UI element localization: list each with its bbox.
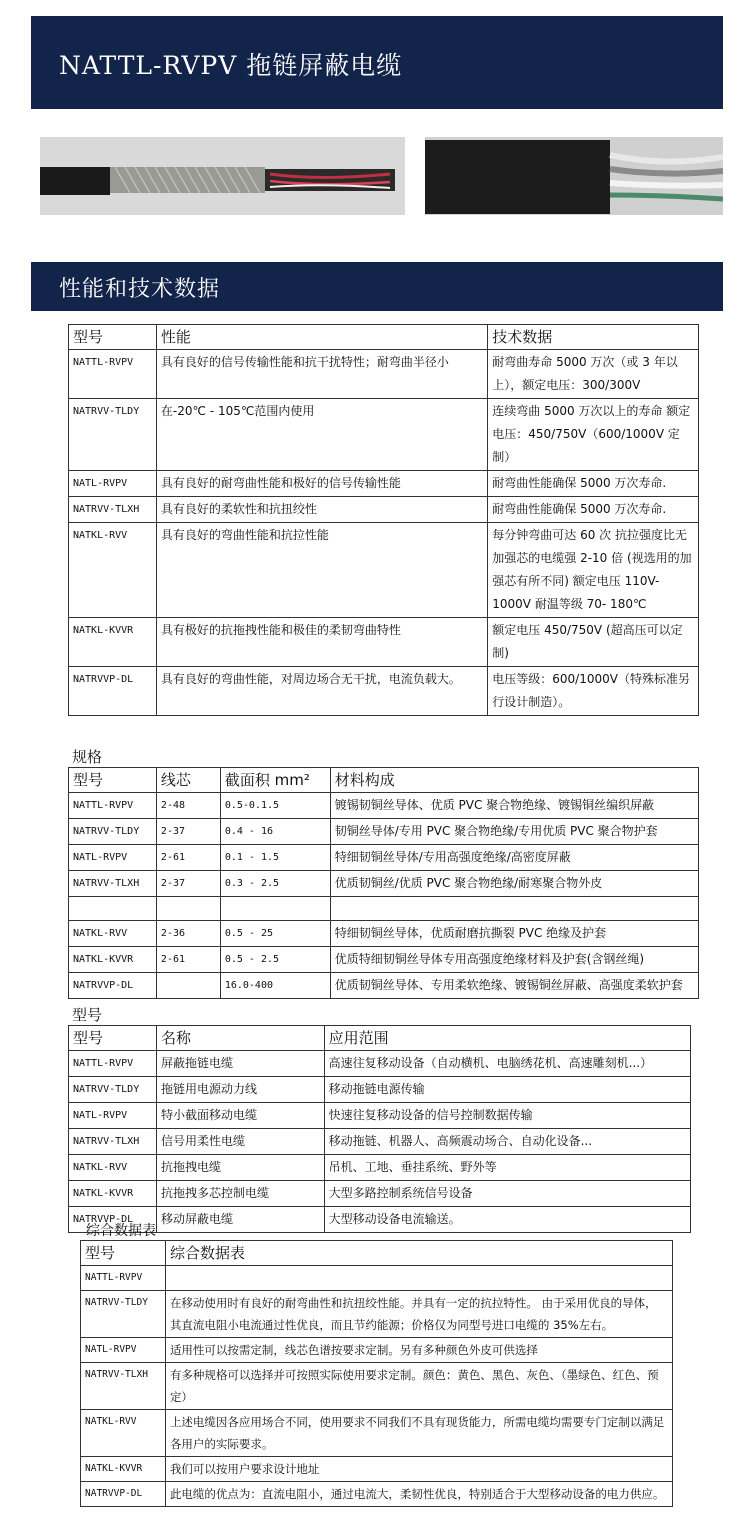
model-cell: NATKL-RVV [69,1155,157,1181]
cores-cell: 2-48 [156,793,220,819]
table-row [69,871,699,897]
model-cell: NATL-RVPV [69,845,157,871]
table-row [69,845,699,871]
table-row [81,1410,673,1457]
table-row [81,1363,673,1410]
tech-cell: 耐弯曲性能确保 5000 万次寿命. [488,471,699,497]
use-cell: 移动拖链电源传输 [324,1077,690,1103]
use-cell: 高速往复移动设备（自动横机、电脑绣花机、高速雕刻机...） [324,1051,690,1077]
summary-cell: 上述电缆因各应用场合不同，使用要求不同我们不具有现货能力，所需电缆均需要专门定制以满足各用户的实际要求。 [165,1410,672,1457]
area-cell: 0.3 - 2.5 [220,871,330,897]
cores-cell: 2-36 [156,921,220,947]
material-cell: 特细韧铜丝导体/专用高强度绝缘/高密度屏蔽 [330,845,698,871]
tech-cell: 耐弯曲寿命 5000 万次（或 3 年以上），额定电压：300/300V [488,350,699,399]
performance-cell: 具有良好的柔软性和抗扭绞性 [156,497,487,523]
summary-cell [165,1266,672,1291]
cable-photo-jacket [425,137,723,215]
model-cell: NATRVV-TLXH [69,1129,157,1155]
model-cell: NATTL-RVPV [69,1051,157,1077]
spec-table [68,767,699,999]
name-cell: 拖链用电源动力线 [156,1077,324,1103]
column-header: 型号 [69,768,157,793]
table-row [69,1181,691,1207]
application-table [68,1025,691,1233]
tech-cell: 电压等级：600/1000V（特殊标准另行设计制造）。 [488,667,699,716]
name-cell: 屏蔽拖链电缆 [156,1051,324,1077]
table-row [69,947,699,973]
material-cell: 优质特细韧铜丝导体专用高强度绝缘材料及护套(含钢丝绳) [330,947,698,973]
model-cell: NATRVV-TLXH [81,1363,166,1410]
cores-cell [156,897,220,921]
model-cell: NATKL-RVV [69,921,157,947]
column-header: 技术数据 [488,325,699,350]
column-header: 名称 [156,1026,324,1051]
model-cell: NATKL-RVV [69,523,157,618]
cores-cell [156,973,220,999]
column-header: 线芯 [156,768,220,793]
model-cell: NATL-RVPV [69,1103,157,1129]
performance-cell: 具有极好的抗拖拽性能和极佳的柔韧弯曲特性 [156,618,487,667]
use-cell: 吊机、工地、垂挂系统、野外等 [324,1155,690,1181]
area-cell: 0.4 - 16 [220,819,330,845]
model-cell: NATTL-RVPV [69,350,157,399]
area-cell: 0.5 - 25 [220,921,330,947]
table-row [69,793,699,819]
model-cell: NATRVVP-DL [69,1207,157,1233]
table-row [69,1051,691,1077]
model-cell: NATRVV-TLDY [69,819,157,845]
column-header: 型号 [69,1026,157,1051]
use-cell: 移动拖链、机器人、高频震动场合、自动化设备... [324,1129,690,1155]
table-row [81,1291,673,1338]
table-row [81,1457,673,1482]
table-row [69,1077,691,1103]
model-cell: NATTL-RVPV [81,1266,166,1291]
area-cell: 0.1 - 1.5 [220,845,330,871]
table-row [69,973,699,999]
column-header: 综合数据表 [165,1241,672,1266]
table-row [69,897,699,921]
model-cell: NATKL-KVVR [81,1457,166,1482]
model-cell: NATKL-KVVR [69,1181,157,1207]
title-banner [31,16,723,109]
table-header-row [81,1241,673,1266]
model-cell: NATRVVP-DL [81,1482,166,1507]
performance-cell: 在-20℃ - 105℃范围内使用 [156,399,487,471]
table-row [81,1338,673,1363]
material-cell: 优质韧铜丝导体、专用柔软绝缘、镀锡铜丝屏蔽、高强度柔软护套 [330,973,698,999]
table-row [69,921,699,947]
use-cell: 快速往复移动设备的信号控制数据传输 [324,1103,690,1129]
table-row [69,471,699,497]
page-title: NATTL-RVPV 拖链屏蔽电缆 [59,51,403,80]
model-cell: NATRVV-TLDY [69,1077,157,1103]
table-row [69,618,699,667]
model-cell: NATL-RVPV [69,471,157,497]
section-title: 性能和技术数据 [59,277,221,302]
model-cell: NATKL-KVVR [69,947,157,973]
use-cell: 大型多路控制系统信号设备 [324,1181,690,1207]
summary-cell: 我们可以按用户要求设计地址 [165,1457,672,1482]
performance-cell: 具有良好的弯曲性能，对周边场合无干扰，电流负载大。 [156,667,487,716]
table-row [69,1155,691,1181]
area-cell [220,897,330,921]
model-cell: NATKL-RVV [81,1410,166,1457]
column-header: 型号 [81,1241,166,1266]
model-cell [69,897,157,921]
cable-photo-stripped [40,137,405,215]
model-cell: NATRVVP-DL [69,973,157,999]
summary-table [80,1240,673,1507]
table-row [69,1207,691,1233]
performance-cell: 具有良好的弯曲性能和抗拉性能 [156,523,487,618]
model-cell: NATKL-KVVR [69,618,157,667]
area-cell: 0.5 - 2.5 [220,947,330,973]
performance-cell: 具有良好的耐弯曲性能和极好的信号传输性能 [156,471,487,497]
tech-cell: 连续弯曲 5000 万次以上的寿命 额定电压：450/750V（600/1000V 定制） [488,399,699,471]
model-cell: NATRVV-TLXH [69,871,157,897]
column-header: 型号 [69,325,157,350]
table-row [81,1266,673,1291]
name-cell: 抗拖拽多芯控制电缆 [156,1181,324,1207]
section-banner [31,262,723,311]
table-row [69,399,699,471]
spec-section-title: 规格 [72,748,103,766]
area-cell: 16.0-400 [220,973,330,999]
model-cell: NATRVV-TLXH [69,497,157,523]
column-header: 材料构成 [330,768,698,793]
name-cell: 特小截面移动电缆 [156,1103,324,1129]
table-row [69,1129,691,1155]
model-cell: NATL-RVPV [81,1338,166,1363]
material-cell: 韧铜丝导体/专用 PVC 聚合物绝缘/专用优质 PVC 聚合物护套 [330,819,698,845]
table-row [69,667,699,716]
name-cell: 信号用柔性电缆 [156,1129,324,1155]
table-header-row [69,1026,691,1051]
cores-cell: 2-61 [156,845,220,871]
cores-cell: 2-37 [156,871,220,897]
model-cell: NATRVVP-DL [69,667,157,716]
column-header: 性能 [156,325,487,350]
summary-cell: 此电缆的优点为：直流电阻小，通过电流大，柔韧性优良，特别适合于大型移动设备的电力供应。 [165,1482,672,1507]
name-cell: 移动屏蔽电缆 [156,1207,324,1233]
use-cell: 大型移动设备电流输送。 [324,1207,690,1233]
name-cell: 抗拖拽电缆 [156,1155,324,1181]
table-row [69,523,699,618]
area-cell: 0.5-0.1.5 [220,793,330,819]
table-row [69,1103,691,1129]
summary-cell: 有多种规格可以选择并可按照实际使用要求定制。颜色：黄色、黑色、灰色、（墨绿色、红色、预定） [165,1363,672,1410]
material-cell [330,897,698,921]
column-header: 应用范围 [324,1026,690,1051]
performance-cell: 具有良好的信号传输性能和抗干扰特性；耐弯曲半径小 [156,350,487,399]
table-row [69,350,699,399]
table-header-row [69,768,699,793]
tech-cell: 额定电压 450/750V (超高压可以定制) [488,618,699,667]
summary-cell: 在移动使用时有良好的耐弯曲性和抗扭绞性能。并具有一定的抗拉特性。 由于采用优良的导体，其直流电阻小电流通过性优良，而且节约能源；价格仅为同型号进口电缆的 35%左右。 [165,1291,672,1338]
table-row [69,819,699,845]
cores-cell: 2-61 [156,947,220,973]
performance-table [68,324,699,716]
tech-cell: 每分钟弯曲可达 60 次 抗拉强度比无加强芯的电缆强 2-10 倍 (视选用的加强芯有所不同) 额定电压 110V- 1000V 耐温等级 70- 180℃ [488,523,699,618]
model-cell: NATRVV-TLDY [69,399,157,471]
model-cell: NATRVV-TLDY [81,1291,166,1338]
material-cell: 优质韧铜丝/优质 PVC 聚合物绝缘/耐寒聚合物外皮 [330,871,698,897]
model-cell: NATTL-RVPV [69,793,157,819]
column-header: 截面积 mm² [220,768,330,793]
summary-cell: 适用性可以按需定制，线芯色谱按要求定制。另有多种颜色外皮可供选择 [165,1338,672,1363]
material-cell: 镀锡韧铜丝导体、优质 PVC 聚合物绝缘、镀锡铜丝编织屏蔽 [330,793,698,819]
summary-section-title: 综合数据表 [86,1223,156,1239]
table-row [69,497,699,523]
table-row [81,1482,673,1507]
app-section-title: 型号 [72,1006,103,1024]
material-cell: 特细韧铜丝导体，优质耐磨抗撕裂 PVC 绝缘及护套 [330,921,698,947]
table-header-row [69,325,699,350]
cores-cell: 2-37 [156,819,220,845]
tech-cell: 耐弯曲性能确保 5000 万次寿命. [488,497,699,523]
